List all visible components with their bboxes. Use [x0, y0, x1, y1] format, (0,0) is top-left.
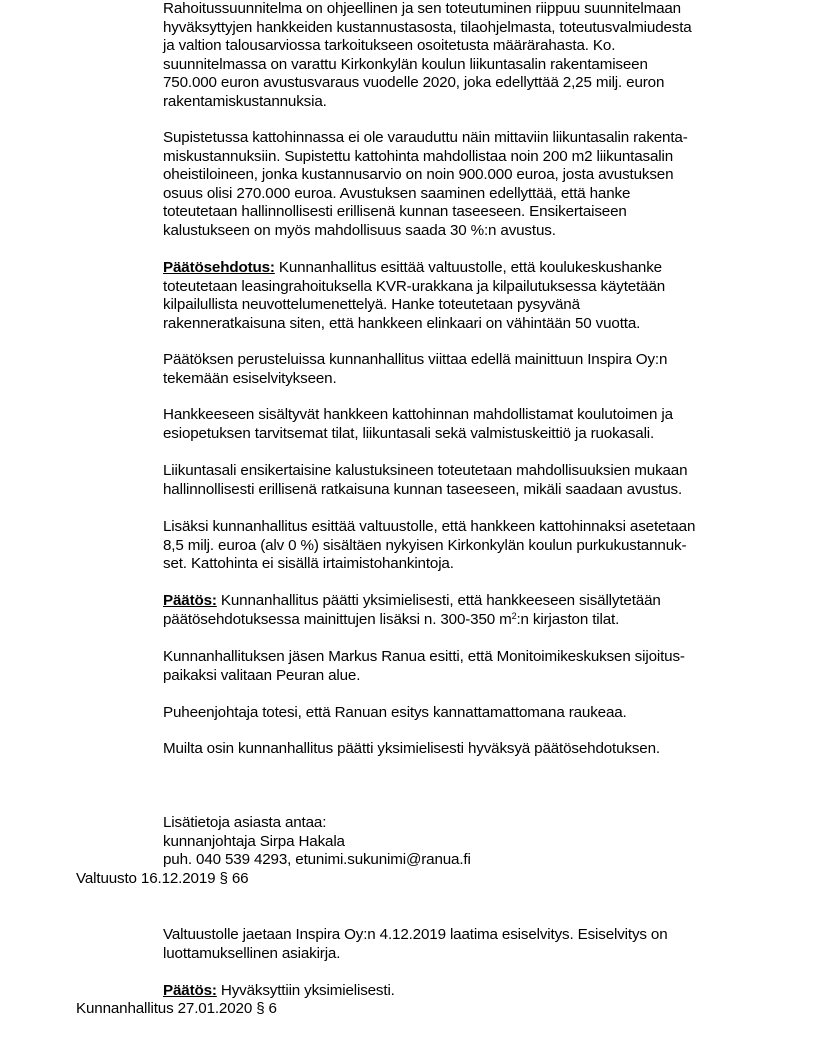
text-line: paikaksi valitaan Peuran alue. [163, 666, 361, 684]
text-span: :n kirjaston tilat. [516, 610, 620, 628]
text-line: Päätöksen perusteluissa kunnanhallitus viittaa edellä mainittuun Inspira Oy:n [163, 351, 668, 368]
text-line: toteutetaan leasingrahoituksella KVR-urakkana ja kilpailutuksessa käytetään [163, 277, 666, 295]
text-line: osuus olisi 270.000 euroa. Avustuksen saaminen edellyttää, että hanke [163, 184, 631, 202]
paragraph-member-proposal [163, 648, 763, 685]
text-span: Kunnanhallitus päätti yksimielisesti, että hankkeeseen sisällytetään [216, 592, 661, 609]
paragraph-distributed-report [163, 926, 763, 963]
text-line: 8,5 milj. euroa (alv 0 %) sisältäen nykyisen Kirkonkylän koulun purkukustannuk- [163, 536, 687, 554]
contact-name: kunnanjohtaja Sirpa Hakala [163, 832, 345, 850]
text-line: Kunnanhallituksen jäsen Markus Ranua esitti, että Monitoimikeskuksen sijoitus- [163, 648, 685, 665]
paragraph-final-decision [163, 740, 763, 759]
text-line: ja valtion talousarviossa tarkoitukseen osoitetusta määrärahasta. Ko. [163, 37, 616, 55]
paragraph-gym-hall [163, 462, 763, 499]
section-header-council: Valtuusto 16.12.2019 § 66 [76, 870, 249, 887]
text-line: set. Kattohinta ei sisällä irtaimistohankintoja. [163, 555, 454, 573]
superscript: 2 [511, 610, 517, 621]
text-span: Kunnanhallitus esittää valtuustolle, että koulukeskushanke [274, 259, 662, 276]
section-header-board: Kunnanhallitus 27.01.2020 § 6 [76, 1000, 277, 1017]
paragraph-ceiling-price [163, 518, 763, 574]
text-line: Supistetussa kattohinnassa ei ole varauduttu näin mittaviin liikuntasalin rakenta- [163, 129, 688, 146]
text-line: tekemään esiselvitykseen. [163, 369, 337, 387]
text-line: Lisäksi kunnanhallitus esittää valtuustolle, että hankkeen kattohinnaksi asetetaan [163, 518, 696, 535]
text-line [163, 611, 763, 630]
text-line: Hankkeeseen sisältyvät hankkeen kattohinnan mahdollistamat koulutoimen ja [163, 406, 673, 423]
paragraph-project-contents [163, 406, 763, 443]
text-line [163, 259, 763, 278]
decision-label: Päätös: [163, 982, 217, 999]
text-line [163, 982, 763, 1001]
text-line: miskustannuksiin. Supistettu kattohinta mahdollistaa noin 200 m2 liikuntasalin [163, 147, 674, 165]
text-line: kalustukseen on myös mahdollisuus saada 30 %:n avustus. [163, 221, 556, 239]
text-line: Rahoitussuunnitelma on ohjeellinen ja sen toteutuminen riippuu suunnitelmaan [163, 0, 681, 17]
text-line: Valtuustolle jaetaan Inspira Oy:n 4.12.2019 laatima esiselvitys. Esiselvitys on [163, 926, 668, 943]
text-line: Muilta osin kunnanhallitus päätti yksimielisesti hyväksyä päätösehdotuksen. [163, 740, 660, 757]
decision-label: Päätös: [163, 592, 217, 609]
paragraph-decision [163, 592, 763, 629]
text-line: 750.000 euron avustusvaraus vuodelle 2020, joka edellyttää 2,25 milj. euron [163, 74, 665, 92]
text-line [163, 592, 763, 611]
contact-info [163, 814, 763, 870]
contact-heading: Lisätietoja asiasta antaa: [163, 814, 327, 831]
text-line: Liikuntasali ensikertaisine kalustuksineen toteutetaan mahdollisuuksien mukaan [163, 462, 688, 479]
paragraph-decision-proposal [163, 259, 763, 333]
text-span: Hyväksyttiin yksimielisesti. [216, 982, 395, 999]
text-line: rakentamiskustannuksia. [163, 92, 327, 110]
paragraph-funding-plan [163, 0, 763, 112]
text-line: toteutetaan hallinnollisesti erillisenä kunnan taseeseen. Ensikertaiseen [163, 203, 627, 221]
text-line: suunnitelmassa on varattu Kirkonkylän koulun liikuntasalin rakentamiseen [163, 55, 648, 73]
paragraph-council-decision [163, 982, 763, 1001]
text-line: Puheenjohtaja totesi, että Ranuan esitys kannattamattomana raukeaa. [163, 704, 627, 721]
text-line: oheistiloineen, jonka kustannusarvio on noin 900.000 euroa, josta avustuksen [163, 166, 674, 184]
text-span: päätösehdotuksessa mainittujen lisäksi n. 300-350 m [163, 610, 512, 628]
text-line: luottamuksellinen asiakirja. [163, 944, 341, 962]
decision-proposal-label: Päätösehdotus: [163, 259, 275, 276]
text-line: rakenneratkaisuna siten, että hankkeen elinkaari on vähintään 50 vuotta. [163, 314, 641, 332]
text-line: esiopetuksen tarvitsemat tilat, liikuntasali sekä valmistuskeittiö ja ruokasali. [163, 424, 655, 442]
paragraph-chair-statement [163, 704, 763, 723]
paragraph-reduced-ceiling-price [163, 129, 763, 241]
text-line: kilpailullista neuvottelumenettelyä. Hanke toteutetaan pysyvänä [163, 296, 580, 314]
paragraph-justification [163, 351, 763, 388]
contact-phone-email: puh. 040 539 4293, etunimi.sukunimi@ranua.fi [163, 851, 471, 869]
text-line: hallinnollisesti erillisenä ratkaisuna kunnan taseeseen, mikäli saadaan avustus. [163, 480, 683, 498]
text-line: hyväksyttyjen hankkeiden kustannustasosta, tilaohjelmasta, toteutusvalmiudesta [163, 18, 692, 36]
